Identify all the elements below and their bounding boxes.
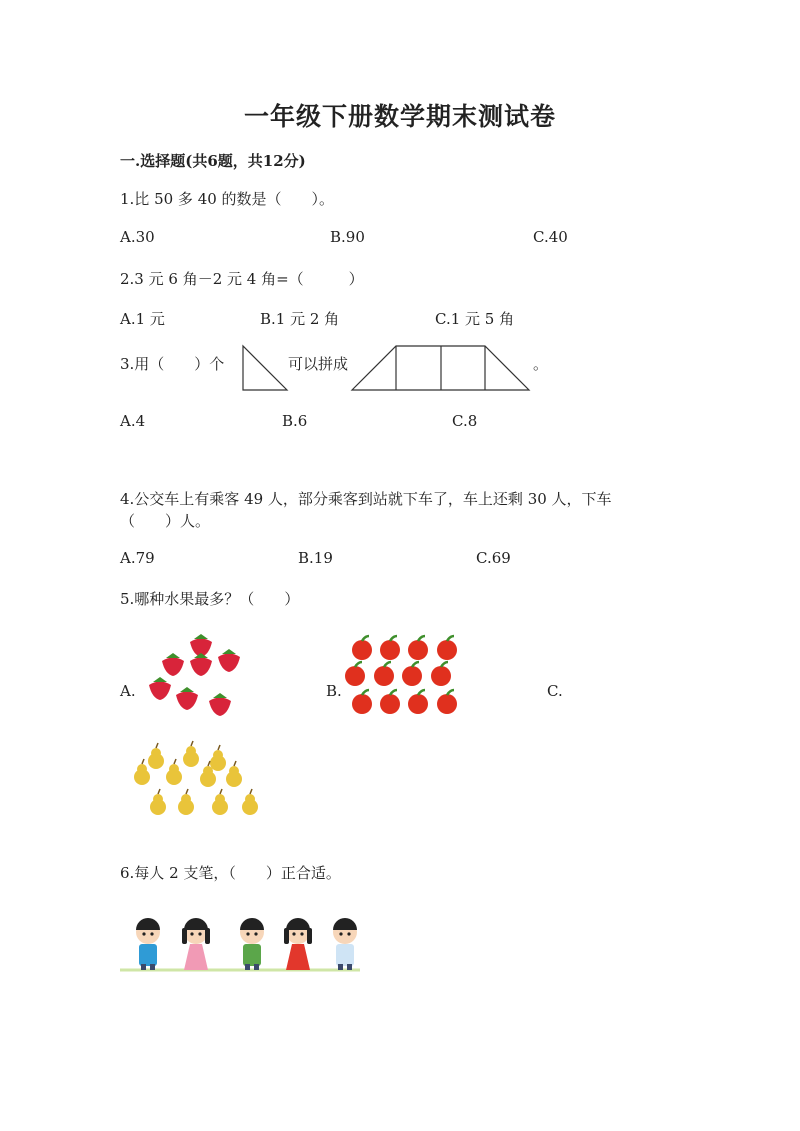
question-2-option-a[interactable]: A.1 元 — [120, 310, 165, 328]
pear-icon — [226, 761, 242, 787]
apple-icon — [380, 636, 400, 660]
question-1-stem: 1.比 50 多 40 的数是（ ）。 — [120, 190, 335, 208]
question-4-stem-line1: 4.公交车上有乘客 49 人，部分乘客到站就下车了，车上还剩 30 人，下车 — [120, 490, 612, 508]
question-4-option-c[interactable]: C.69 — [476, 549, 511, 567]
question-5-option-b[interactable]: B. — [326, 682, 342, 700]
question-5-option-a[interactable]: A. — [120, 682, 136, 700]
apple-icon — [374, 662, 394, 686]
pear-icon — [242, 789, 258, 815]
question-1-option-c[interactable]: C.40 — [533, 228, 568, 246]
pear-icon — [150, 789, 166, 815]
strawberry-icon — [162, 653, 184, 676]
apple-icon — [345, 662, 365, 686]
pear-icon — [212, 789, 228, 815]
apple-icon — [352, 690, 372, 714]
question-5-stem: 5.哪种水果最多？（ ） — [120, 590, 300, 608]
child-icon — [240, 918, 264, 970]
question-1-option-a[interactable]: A.30 — [120, 228, 155, 246]
child-icon — [333, 918, 357, 970]
apple-icon — [431, 662, 451, 686]
question-4-stem-line2: （ ）人。 — [120, 512, 211, 530]
page-title: 一年级下册数学期末测试卷 — [243, 102, 556, 131]
pear-icon — [166, 759, 182, 785]
question-2-option-b[interactable]: B.1 元 2 角 — [260, 310, 340, 328]
strawberry-icon — [218, 649, 240, 672]
right-triangle-figure — [242, 345, 288, 391]
pear-group-image — [128, 740, 268, 820]
apple-icon — [352, 636, 372, 660]
question-3-option-b[interactable]: B.6 — [282, 412, 308, 430]
question-3-stem-middle: 可以拼成 — [288, 355, 349, 373]
question-4-option-a[interactable]: A.79 — [120, 549, 155, 567]
strawberry-icon — [176, 687, 198, 710]
apple-icon — [437, 636, 457, 660]
question-3-stem-suffix: 。 — [533, 355, 549, 373]
apple-icon — [408, 636, 428, 660]
apple-icon — [380, 690, 400, 714]
question-3-option-a[interactable]: A.4 — [120, 412, 146, 430]
pear-icon — [210, 745, 226, 771]
apple-icon — [402, 662, 422, 686]
section-heading-choice: 一.选择题(共6题，共12分) — [120, 152, 306, 170]
pear-icon — [148, 743, 164, 769]
pear-icon — [183, 741, 199, 767]
strawberry-icon — [190, 653, 212, 676]
question-5-option-c[interactable]: C. — [547, 682, 563, 700]
question-2-stem: 2.3 元 6 角－2 元 4 角=（ ） — [120, 270, 364, 288]
pear-icon — [134, 759, 150, 785]
child-icon — [182, 918, 210, 970]
strawberry-group-image — [140, 636, 250, 721]
pear-icon — [178, 789, 194, 815]
question-6-stem: 6.每人 2 支笔，（ ）正合适。 — [120, 864, 341, 882]
strawberry-icon — [209, 693, 231, 716]
question-3-option-c[interactable]: C.8 — [452, 412, 478, 430]
child-icon — [284, 918, 312, 970]
apple-icon — [408, 690, 428, 714]
apple-group-image — [340, 636, 465, 721]
child-icon — [136, 918, 160, 970]
question-3-stem-prefix: 3.用（ ）个 — [120, 355, 225, 373]
children-group-image — [120, 912, 365, 974]
question-1-option-b[interactable]: B.90 — [330, 228, 365, 246]
trapezoid-figure — [351, 345, 531, 391]
strawberry-icon — [149, 677, 171, 700]
question-4-option-b[interactable]: B.19 — [298, 549, 333, 567]
apple-icon — [437, 690, 457, 714]
question-2-option-c[interactable]: C.1 元 5 角 — [435, 310, 515, 328]
